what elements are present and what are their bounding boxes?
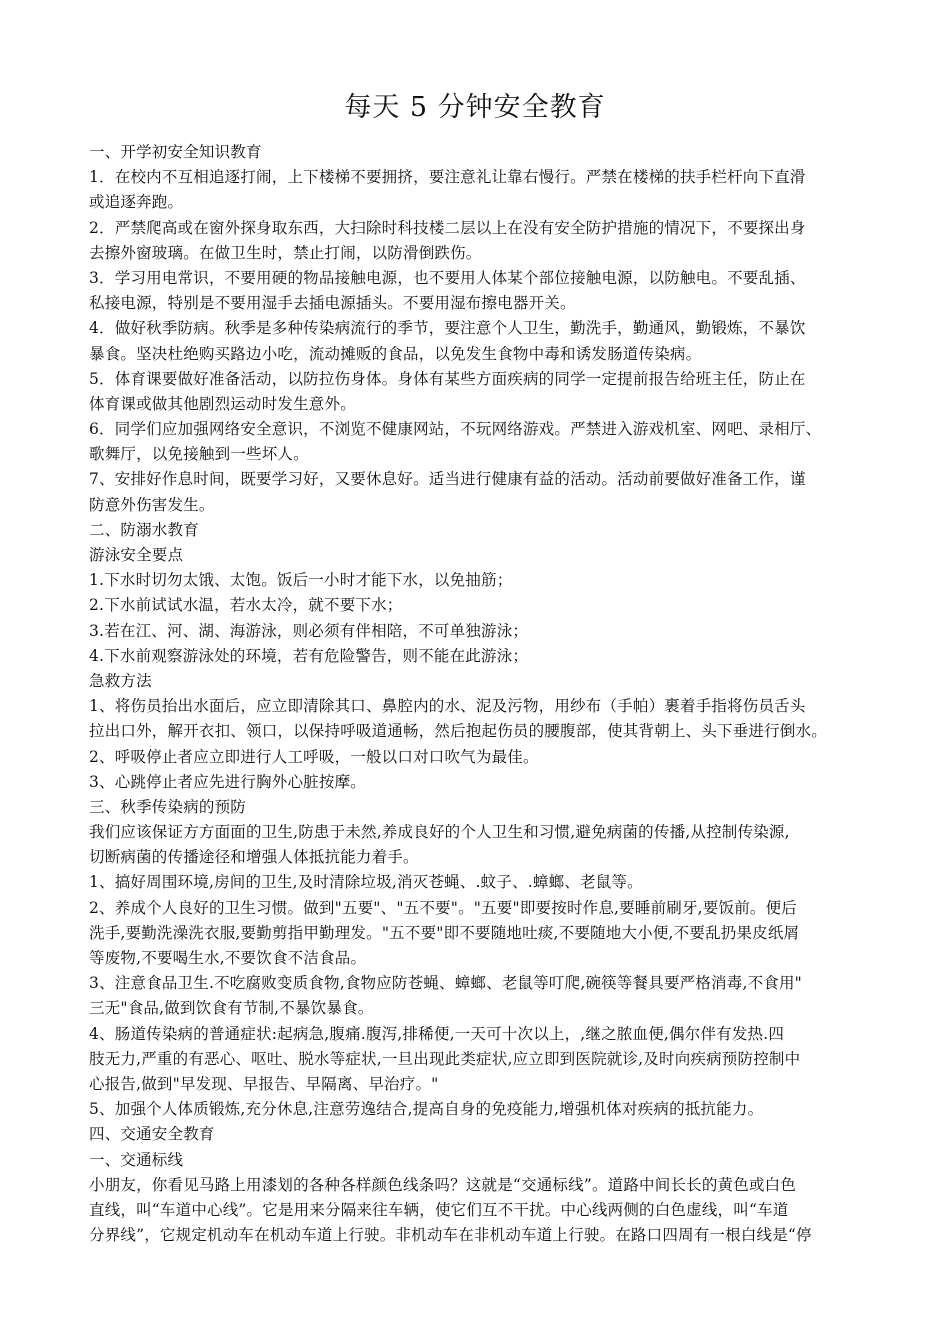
text-line: 2、呼吸停止者应立即进行人工呼吸，一般以口对口吹气为最佳。 bbox=[89, 747, 539, 766]
document-body bbox=[89, 140, 861, 1248]
text-line: 小朋友，你看见马路上用漆划的各种各样颜色线条吗？这就是“交通标线”。道路中间长长的黄色或白色 bbox=[89, 1175, 797, 1194]
text-line: 二、防溺水教育 bbox=[89, 520, 199, 539]
text-line: 防意外伤害发生。 bbox=[89, 495, 215, 514]
text-line: 1.下水时切勿太饿、太饱。饭后一小时才能下水，以免抽筋； bbox=[89, 571, 513, 590]
text-line: 4.下水前观察游泳处的环境，若有危险警告，则不能在此游泳； bbox=[89, 646, 529, 665]
text-line: 歌舞厅，以免接触到一些坏人。 bbox=[89, 445, 309, 464]
text-line: 2．严禁爬高或在窗外探身取东西，大扫除时科技楼二层以上在没有安全防护措施的情况下，不要探出身 bbox=[89, 218, 806, 237]
text-line: 一、开学初安全知识教育 bbox=[89, 143, 262, 161]
text-line: 分界线”，它规定机动车在机动车道上行驶。非机动车在非机动车道上行驶。在路口四周有一根白线是“停 bbox=[89, 1226, 812, 1245]
text-line: 暴食。坚决杜绝购买路边小吃，流动摊贩的食品，以免发生食物中毒和诱发肠道传染病。 bbox=[89, 344, 702, 363]
text-line: 心报告,做到"早发现、早报告、早隔离、早治疗。" bbox=[89, 1074, 439, 1093]
text-line: 去擦外窗玻璃。在做卫生时，禁止打闹，以防滑倒跌伤。 bbox=[89, 243, 482, 262]
text-line: 1、将伤员抬出水面后，应立即清除其口、鼻腔内的水、泥及污物，用纱布（手帕）裹着手指将伤员舌头 bbox=[89, 697, 806, 716]
text-line: 3、注意食品卫生.不吃腐败变质食物,食物应防苍蝇、蟑螂、老鼠等叮爬,碗筷等餐具要严格消毒,不食用" bbox=[89, 974, 803, 993]
text-line: 一、交通标线 bbox=[89, 1150, 184, 1169]
text-line: 急救方法 bbox=[89, 671, 152, 690]
text-line: 4、肠道传染病的普通症状:起病急,腹痛.腹泻,排稀便,一天可十次以上，,继之脓血便,偶尔伴有发热.四 bbox=[89, 1024, 785, 1043]
text-line: 6．同学们应加强网络安全意识，不浏览不健康网站，不玩网络游戏。严禁进入游戏机室、网吧、录相厅、 bbox=[89, 420, 822, 439]
text-line: 三、秋季传染病的预防 bbox=[89, 797, 247, 816]
text-line: 3、心跳停止者应先进行胸外心脏按摩。 bbox=[89, 772, 366, 791]
text-line: 拉出口外，解开衣扣、领口，以保持呼吸道通畅，然后抱起伤员的腰腹部，使其背朝上、头下垂进行倒水。 bbox=[89, 722, 827, 741]
text-line: 我们应该保证方方面面的卫生,防患于未然,养成良好的个人卫生和习惯,避免病菌的传播,从控制传染源, bbox=[89, 823, 790, 842]
text-line: 切断病菌的传播途径和增强人体抵抗能力着手。 bbox=[89, 848, 419, 867]
text-line: 7、安排好作息时间，既要学习好，又要休息好。适当进行健康有益的活动。活动前要做好准备工作，谨 bbox=[89, 470, 806, 489]
text-line: 3.若在江、河、湖、海游泳，则必须有伴相陪，不可单独游泳； bbox=[89, 621, 529, 640]
text-line: 三无"食品,做到饮食有节制,不暴饮暴食。 bbox=[89, 999, 374, 1018]
text-line: 游泳安全要点 bbox=[89, 546, 184, 564]
document-page bbox=[89, 0, 861, 1248]
text-line: 等废物,不要喝生水,不要饮食不洁食品。 bbox=[89, 949, 367, 967]
text-line: 四、交通安全教育 bbox=[89, 1125, 215, 1144]
text-line: 4．做好秋季防病。秋季是多种传染病流行的季节，要注意个人卫生，勤洗手，勤通风，勤锻炼，不暴饮 bbox=[89, 319, 806, 338]
text-line: 体育课或做其他剧烈运动时发生意外。 bbox=[89, 394, 356, 413]
document-title: 每天 5 分钟安全教育 bbox=[344, 92, 606, 123]
text-line: 5．体育课要做好准备活动，以防拉伤身体。身体有某些方面疾病的同学一定提前报告给班主任，防止在 bbox=[89, 369, 806, 388]
text-line: 2、养成个人良好的卫生习惯。做到"五要"、"五不要"。"五要"即要按时作息,要睡前刷牙,要饭前。便后 bbox=[89, 898, 797, 917]
text-line: 1、搞好周围环境,房间的卫生,及时清除垃圾,消灭苍蝇、.蚊子、.蟑螂、老鼠等。 bbox=[89, 873, 643, 892]
text-line: 1．在校内不互相追逐打闹，上下楼梯不要拥挤，要注意礼让靠右慢行。严禁在楼梯的扶手栏杆向下直滑 bbox=[89, 168, 806, 187]
text-line: 或追逐奔跑。 bbox=[89, 193, 184, 212]
text-line: 私接电源，特别是不要用湿手去插电源插头。不要用湿布擦电器开关。 bbox=[89, 294, 576, 313]
text-line: 5、加强个人体质锻炼,充分休息,注意劳逸结合,提高自身的免疫能力,增强机体对疾病的抵抗能力。 bbox=[89, 1100, 764, 1119]
text-line: 肢无力,严重的有恶心、呕吐、脱水等症状,一旦出现此类症状,应立即到医院就诊,及时向疾病预防控制中 bbox=[89, 1049, 801, 1068]
text-line: 2.下水前试试水温，若水太冷，就不要下水； bbox=[89, 596, 403, 615]
text-line: 3．学习用电常识，不要用硬的物品接触电源，也不要用人体某个部位接触电源，以防触电。不要乱插、 bbox=[89, 268, 806, 287]
text-line: 直线，叫“车道中心线”。它是用来分隔来往车辆，使它们互不干扰。中心线两侧的白色虚线，叫“车道 bbox=[89, 1200, 789, 1219]
text-line: 洗手,要勤洗澡洗衣服,要勤剪指甲勤理发。"五不要"即不要随地吐痰,不要随地大小便,不要乱扔果皮纸屑 bbox=[89, 923, 800, 942]
